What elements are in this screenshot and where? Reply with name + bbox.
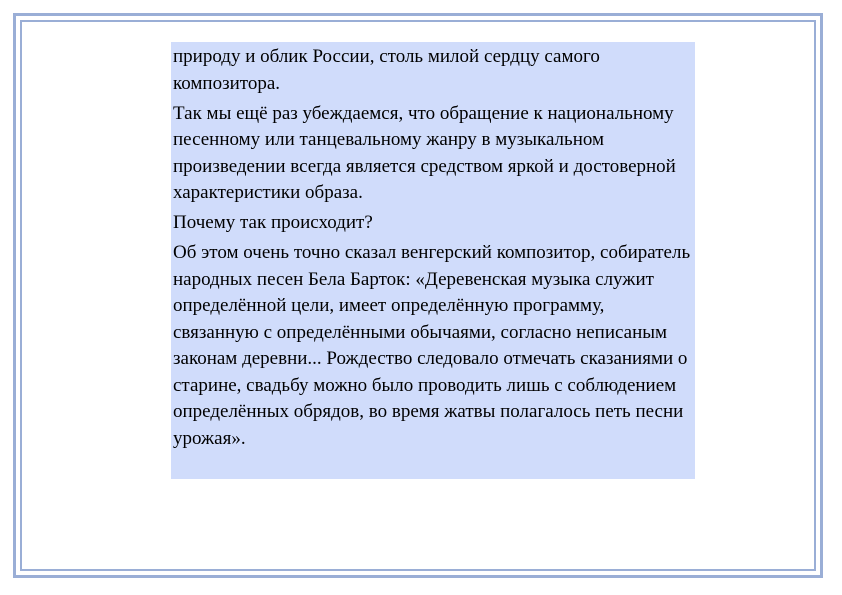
text-box — [171, 42, 695, 479]
paragraph-1: природу и облик России, столь милой сердцу самого композитора. — [173, 46, 600, 94]
paragraph-3: Почему так происходит? — [173, 212, 373, 233]
paragraph-2: Так мы ещё раз убеждаемся, что обращение к национальному песенному или танцевальному жанру в музыкальном произведении всегда является средством яркой и достоверной характеристики образа. — [173, 102, 676, 203]
paragraph-4: Об этом очень точно сказал венгерский композитор, собиратель народных песен Бела Барток: «Деревенская музыка служит определённой цели, имеет определённую программу, связанную с определёнными обычаями, согласно неписаным законам деревни... Рождество следовало отмечать сказаниями о старине, свадьбу можно было проводить лишь с соблюдением определённых обрядов, во время жатвы полагалось петь песни урожая». — [173, 242, 691, 449]
